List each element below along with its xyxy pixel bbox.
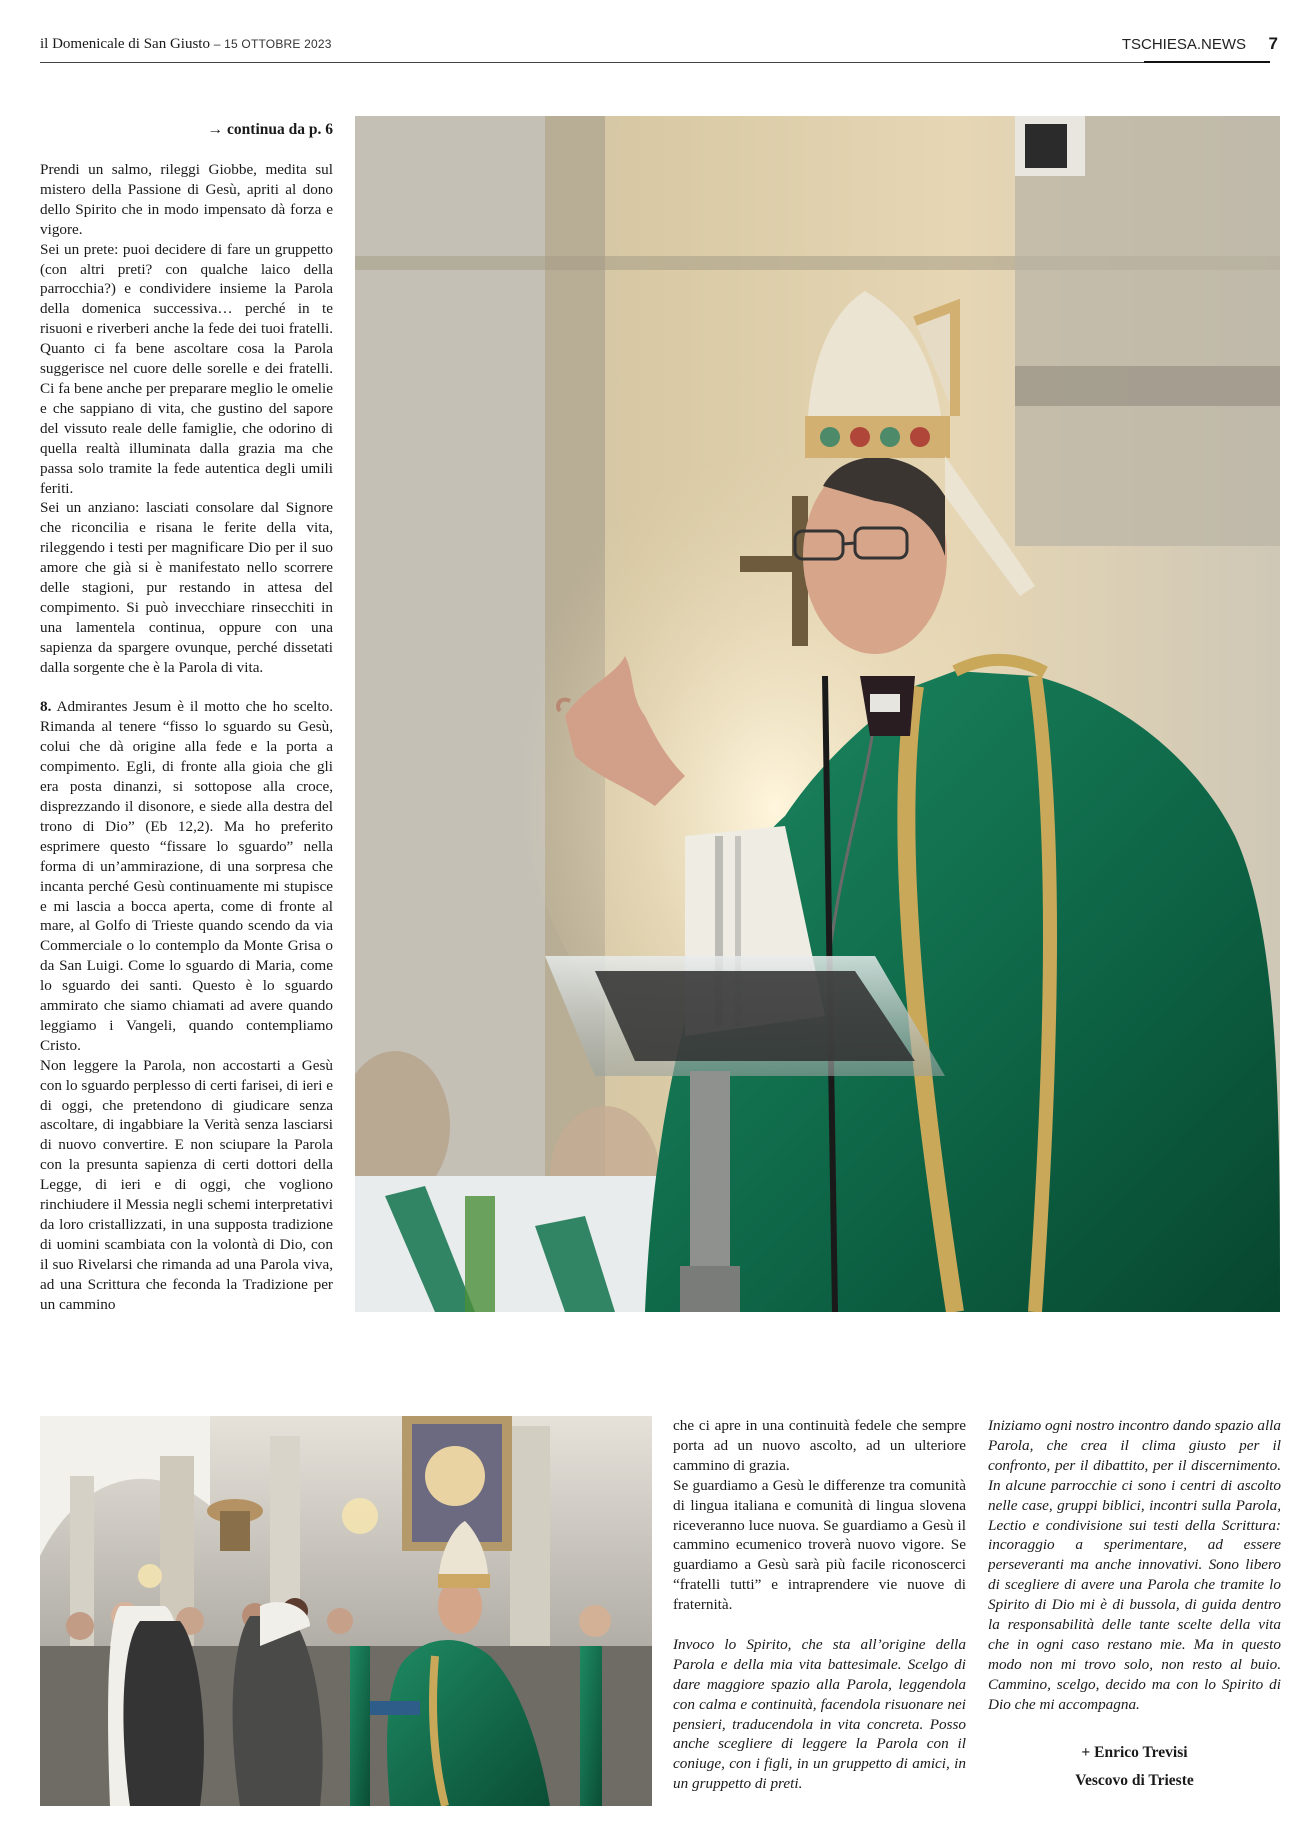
signature-title: Vescovo di Trieste [1075,1772,1194,1789]
paragraph: che ci apre in una continuità fedele che sempre porta ad un nuovo ascolto, ad un ulteriore cammino di grazia. [673,1417,966,1474]
main-photo-bishop [355,116,1280,1312]
issue-date: – 15 OTTOBRE 2023 [213,37,332,51]
paragraph: Prendi un salmo, rileggi Giobbe, medita sul mistero della Passione di Gesù, apriti al dono dello Spirito che in modo impensato dà forza e vigore. [40,161,333,238]
website-name[interactable]: TSCHIESA.NEWS [1121,36,1246,53]
paragraph-section-8 [40,697,333,1055]
article-column-1 [40,160,333,1320]
bishop-photo-illustration [355,116,1280,1312]
header-rule-accent [1144,61,1270,63]
secondary-photo-cathedral [40,1416,652,1806]
section-text: Admirantes Jesum è il motto che ho scelto. Rimanda al tenere “fisso lo sguardo su Gesù, colui che dà origine alla fede e la porta a compimento. Egli, di fronte alla gioia che gli era posta dinanzi, si sottopose alla croce, disprezzando il disonore, e siede alla destra del trono di Dio” (Eb 12,2). Ma ho preferito esprimere questo “fissare lo sguardo” nella forma di un’ammirazione, di una sorpresa che incanta perché Gesù continuamente mi stupisce e mi lascia a bocca aperta, come di fronte al mare, al Golfo di Trieste quando scendo da via Commerciale o lo contemplo da Monte Grisa o da San Luigi. Come lo sguardo di Maria, come lo sguardo dei santi. Questo è lo sguardo ammirato che siamo chiamati ad avere quando leggiamo i Vangeli, quando contempliamo Cristo. [40,698,333,1054]
article-column-3 [673,1416,966,1806]
paragraph: Non leggere la Parola, non accostarti a Gesù con lo sguardo perplesso di certi farisei, di ieri e di oggi, che pretendono di giudicare senza ascoltare, di ingabbiare la Verità senza lasciarsi di nuovo convertire. E non sciupare la Parola con la presunta sapienza di certi dottori della Legge, di ieri e di oggi, che vogliono rinchiudere il Messia negli schemi interpretativi da loro cristallizzati, in una supposta tradizione di uomini scambiata con la volontà di Dio, con il suo Rivelarsi che rimanda ad una Parola viva, ad una Scrittura che feconda la Tradizione per un cammino [40,1056,333,1313]
paragraph: Sei un prete: puoi decidere di fare un gruppetto (con altri preti? con qualche laico della parrocchia?) e condividere insieme la Parola della domenica successiva… perché in te risuoni e riverberi anche la fede dei tuoi fratelli. Quanto ci fa bene ascoltare cosa la Parola suggerisce nel cuore delle sorelle e dei fratelli. Ci fa bene anche per preparare meglio le omelie e che sappiano di vita, che gustino del sapore del vissuto reale delle famiglie, che odorino di quella realtà illuminata dalla grazia ma che passa solo tramite la fede autentica degli umili feriti. [40,240,333,497]
publication-header [40,36,332,53]
page-number: 7 [1268,34,1278,53]
section-number: 8. [40,698,52,716]
paragraph-italic: Iniziamo ogni nostro incontro dando spazio alla Parola, che crea il clima giusto per il confronto, per il dibattito, per il discernimento. In alcune parrocchie ci sono i centri di ascolto nelle case, gruppi biblici, incontri sulla Parola, Lectio e condivisione sui testi della Scrittura: incoraggio a sperimentare, ad essere perseveranti ma anche innovativi. Sono libero di scegliere di avere una Parola che tramite lo Spirito di Dio mi è di bussola, di guida dentro la responsabilità delle tante scelte della vita che in ogni caso restano mie. Ma in questo modo non mi trovo solo, non resto al buio. Cammino, scelgo, decido ma con lo Spirito di Dio che mi accompagna. [988,1417,1281,1713]
publication-name: il Domenicale di San Giusto [40,36,210,52]
paragraph-italic: Invoco lo Spirito, che sta all’origine della Parola e della mia vita battesimale. Scelgo di dare maggiore spazio alla Parola, leggendola con calma e continuità, facendola risuonare nei pensieri, traducendola in vita concreta. Posso anche scegliere di leggere la Parola con il coniuge, con i figli, in un gruppetto di amici, in un gruppetto di preti. [673,1635,966,1793]
paragraph: Sei un anziano: lasciati consolare dal Signore che riconcilia e risana le ferite della vita, rileggendo i testi per magnificare Dio per il suo amore che già si è manifestato nello scorrere delle stagioni, pur restando in attesa del compimento. Si può invecchiare rinsecchiti in una lamentela continua, oppure con una sapienza da spargere ovunque, perché dissetati dalla sorgente che è la Parola di vita. [40,499,333,676]
cathedral-photo-illustration [40,1416,652,1806]
header-rule [40,62,1270,63]
signature-name: + Enrico Trevisi [1081,1744,1188,1761]
paragraph: Se guardiamo a Gesù le differenze tra comunità di lingua italiana e comunità di lingua slovena riceveranno luce nuova. Se guardiamo a Gesù il cammino ecumenico troverà nuovo vigore. Se guardiamo a Gesù sarà più facile riconoscerci “fratelli tutti” e intraprendere vie nuove di fraternità. [673,1476,966,1614]
continued-from-note: → continua da p. 6 [207,121,333,138]
